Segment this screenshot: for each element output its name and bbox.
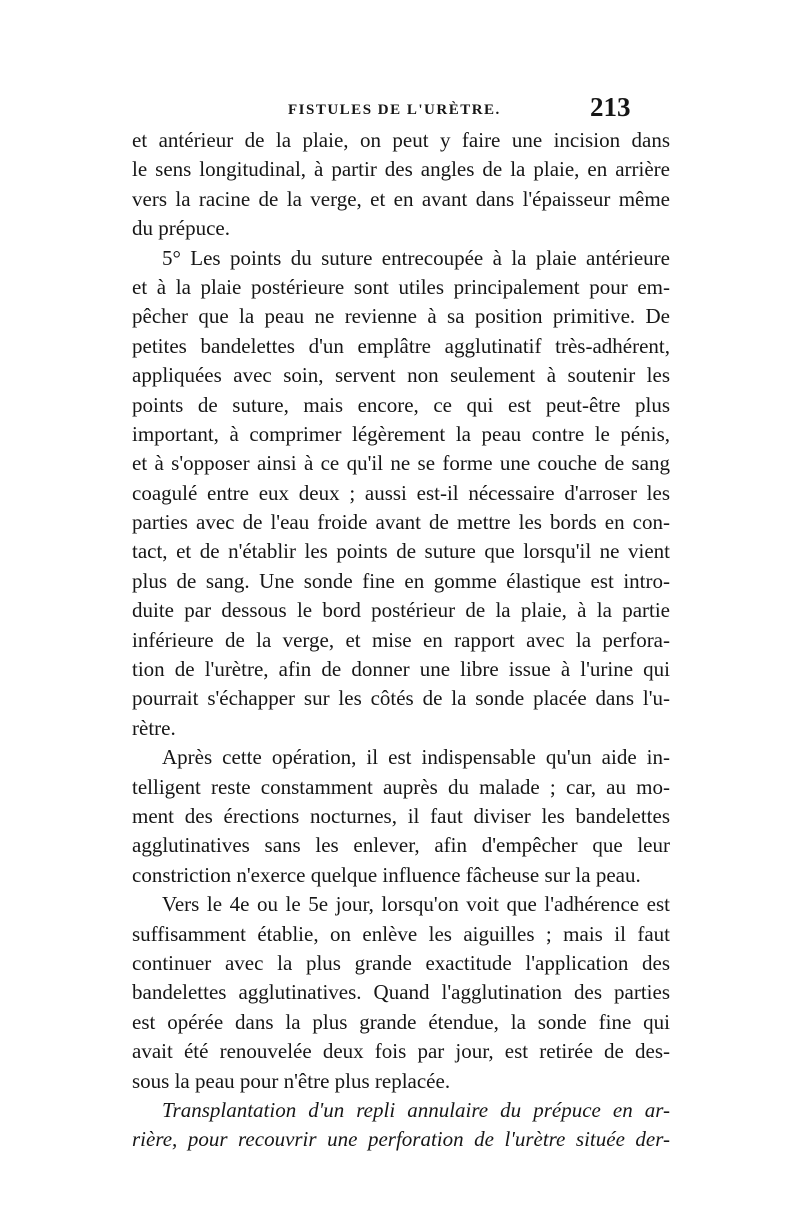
text-line: inférieure de la verge, et mise en rapport avec la perfora-: [132, 627, 670, 652]
text-line: telligent reste constamment auprès du malade ; car, au mo-: [132, 774, 670, 799]
text-line: agglutinatives sans les enlever, afin d'empêcher que leur: [132, 833, 670, 858]
text-line: plus de sang. Une sonde fine en gomme élastique est intro-: [132, 568, 670, 593]
text-line: appliquées avec soin, servent non seulement à soutenir les: [132, 363, 670, 388]
text-line: parties avec de l'eau froide avant de mettre les bords en con-: [132, 510, 670, 535]
text-line: suffisamment établie, on enlève les aiguilles ; mais il faut: [132, 921, 670, 946]
text-line: sous la peau pour n'être plus replacée.: [132, 1068, 451, 1093]
text-line: continuer avec la plus grande exactitude l'application des: [132, 950, 670, 975]
text-line: Après cette opération, il est indispensable qu'un aide in-: [162, 745, 670, 770]
text-line: important, à comprimer légèrement la peau contre le pénis,: [132, 421, 670, 446]
text-line: 5° Les points du suture entrecoupée à la plaie antérieure: [162, 245, 670, 270]
body-text: [132, 126, 670, 1155]
text-line: pourrait s'échapper sur les côtés de la sonde placée dans l'u-: [132, 686, 670, 711]
text-line: tion de l'urètre, afin de donner une libre issue à l'urine qui: [132, 657, 670, 682]
text-line: ment des érections nocturnes, il faut diviser les bandelettes: [132, 803, 670, 828]
text-line: avait été renouvelée deux fois par jour, est retirée de des-: [132, 1039, 670, 1064]
text-line: rière, pour recouvrir une perforation de l'urètre située der-: [132, 1127, 670, 1152]
text-line: petites bandelettes d'un emplâtre agglutinatif très-adhérent,: [132, 333, 670, 358]
text-line: du prépuce.: [132, 216, 230, 241]
running-head: FISTULES DE L'URÈTRE.: [288, 102, 501, 118]
text-line: coagulé entre eux deux ; aussi est-il nécessaire d'arroser les: [132, 480, 670, 505]
text-line: Transplantation d'un repli annulaire du prépuce en ar-: [162, 1097, 670, 1122]
text-line: est opérée dans la plus grande étendue, la sonde fine qui: [132, 1009, 670, 1034]
text-line: points de suture, mais encore, ce qui est peut-être plus: [132, 392, 670, 417]
text-line: rètre.: [132, 715, 176, 740]
text-line: pêcher que la peau ne revienne à sa position primitive. De: [132, 304, 670, 329]
text-line: tact, et de n'établir les points de suture que lorsqu'il ne vient: [132, 539, 670, 564]
text-line: et à s'opposer ainsi à ce qu'il ne se forme une couche de sang: [132, 451, 670, 476]
page-number: 213: [590, 92, 631, 122]
text-line: vers la racine de la verge, et en avant dans l'épaisseur même: [132, 186, 670, 211]
text-line: et à la plaie postérieure sont utiles principalement pour em-: [132, 274, 670, 299]
text-line: et antérieur de la plaie, on peut y faire une incision dans: [132, 128, 670, 152]
text-line: duite par dessous le bord postérieur de la plaie, à la partie: [132, 598, 670, 623]
text-line: Vers le 4e ou le 5e jour, lorsqu'on voit que l'adhérence est: [162, 892, 670, 917]
text-line: bandelettes agglutinatives. Quand l'agglutination des parties: [132, 980, 670, 1005]
text-line: constriction n'exerce quelque influence fâcheuse sur la peau.: [132, 862, 641, 887]
text-line: le sens longitudinal, à partir des angles de la plaie, en arrière: [132, 157, 670, 182]
